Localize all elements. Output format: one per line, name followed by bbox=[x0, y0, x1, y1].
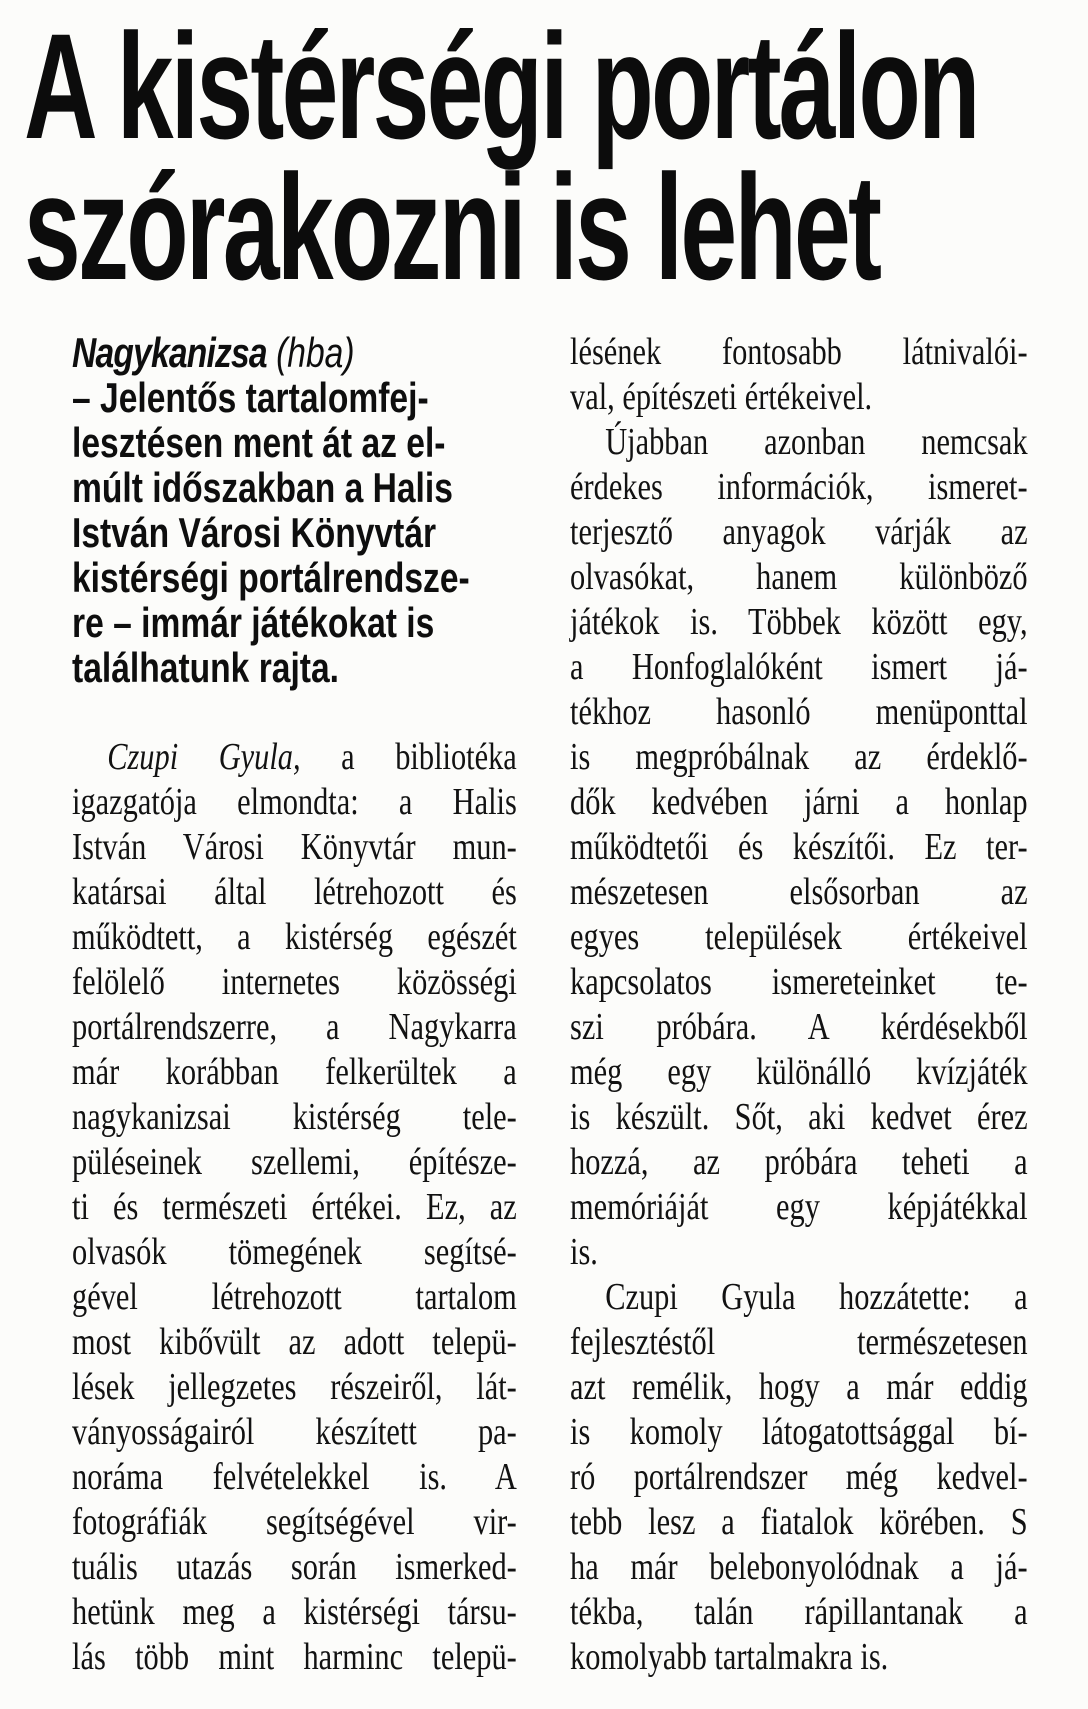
text-line: lás több mint harminc telepü- bbox=[72, 1636, 517, 1678]
text-line: püléseinek szellemi, építésze- bbox=[72, 1141, 517, 1183]
text-line: kapcsolatos ismereteinket te- bbox=[570, 961, 1028, 1003]
paragraph bbox=[570, 330, 1028, 420]
text-line: működtetői és készítői. Ez ter- bbox=[570, 826, 1028, 868]
text-line: is komoly látogatottsággal bí- bbox=[570, 1411, 1028, 1453]
lead-paragraph bbox=[72, 330, 517, 690]
text-line: is megpróbálnak az érdeklő- bbox=[570, 736, 1028, 778]
text-line: játékok is. Többek között egy, bbox=[570, 601, 1028, 643]
lead-line: István Városi Könyvtár bbox=[72, 509, 437, 556]
text-line: működtett, a kistérség egészét bbox=[72, 916, 517, 958]
text-line: is készült. Sőt, aki kedvet érez bbox=[570, 1096, 1028, 1138]
text-line: hetünk meg a kistérségi társu- bbox=[72, 1591, 517, 1633]
text-line: fotográfiák segítségével vir- bbox=[72, 1501, 517, 1543]
text-line: mészetesen elsősorban az bbox=[570, 871, 1028, 913]
headline-line-2: szórakozni is lehet bbox=[24, 143, 880, 311]
text-line: dők kedvében járni a honlap bbox=[570, 781, 1028, 823]
text-line: most kibővült az adott telepü- bbox=[72, 1321, 517, 1363]
text-line: István Városi Könyvtár mun- bbox=[72, 826, 517, 868]
text-line: még egy különálló kvízjáték bbox=[570, 1051, 1028, 1093]
lead-line: – Jelentős tartalomfej- bbox=[72, 374, 429, 421]
article-headline bbox=[24, 2, 1088, 311]
text-line: noráma felvételekkel is. A bbox=[72, 1456, 517, 1498]
lead-line: kistérségi portálrendsze- bbox=[72, 554, 470, 601]
lead-lines bbox=[72, 375, 517, 690]
paragraph bbox=[570, 1275, 1028, 1680]
text-line: Czupi Gyula hozzátette: a bbox=[605, 1276, 1028, 1318]
text-line: katársai által létrehozott és bbox=[72, 871, 517, 913]
paragraph bbox=[72, 735, 517, 1680]
paragraph bbox=[570, 420, 1028, 1275]
text-line: ró portálrendszer még kedvel- bbox=[570, 1456, 1028, 1498]
text-line: lések jellegzetes részeiről, lát- bbox=[72, 1366, 517, 1408]
text-line: a Honfoglalóként ismert já- bbox=[570, 646, 1028, 688]
text-line: tuális utazás során ismerked- bbox=[72, 1546, 517, 1588]
lead-line: múlt időszakban a Halis bbox=[72, 464, 453, 511]
text-line: hozzá, az próbára teheti a bbox=[570, 1141, 1028, 1183]
text-line: egyes települések értékeivel bbox=[570, 916, 1028, 958]
text-line: gével létrehozott tartalom bbox=[72, 1276, 517, 1318]
text-line: tebb lesz a fiatalok körében. S bbox=[570, 1501, 1028, 1543]
text-line: tékhoz hasonló menüponttal bbox=[570, 691, 1028, 733]
lead-line: re – immár játékokat is bbox=[72, 599, 435, 646]
text-line: terjesztő anyagok várják az bbox=[570, 511, 1028, 553]
right-column bbox=[570, 330, 1028, 1680]
text-line: is. bbox=[570, 1231, 598, 1273]
text-line: val, építészeti értékeivel. bbox=[570, 376, 873, 418]
text-line: érdekes információk, ismeret- bbox=[570, 466, 1028, 508]
text-line: ványosságairól készített pa- bbox=[72, 1411, 517, 1453]
text-line: fejlesztéstől természetesen bbox=[570, 1321, 1028, 1363]
text-line: olvasók tömegének segítsé- bbox=[72, 1231, 517, 1273]
lead-line: találhatunk rajta. bbox=[72, 644, 340, 691]
text-line: tékba, talán rápillantanak a bbox=[570, 1591, 1028, 1633]
text-line: memóriáját egy képjátékkal bbox=[570, 1186, 1028, 1228]
left-column-body bbox=[72, 735, 517, 1680]
text-line: Újabban azonban nemcsak bbox=[605, 421, 1028, 463]
lead-line: lesztésen ment át az el- bbox=[72, 419, 446, 466]
dateline-location: Nagykanizsa bbox=[72, 329, 267, 376]
text-line: igazgatója elmondta: a Halis bbox=[72, 781, 517, 823]
text-line: már korábban felkerültek a bbox=[72, 1051, 517, 1093]
text-line: nagykanizsai kistérség tele- bbox=[72, 1096, 517, 1138]
text-line: szi próbára. A kérdésekből bbox=[570, 1006, 1028, 1048]
text-line: azt remélik, hogy a már eddig bbox=[570, 1366, 1028, 1408]
headline-line-1: A kistérségi portálon bbox=[24, 2, 978, 170]
person-name-italic: Czupi Gyula, bbox=[107, 736, 301, 778]
dateline bbox=[72, 330, 517, 375]
text-line: komolyabb tartalmakra is. bbox=[570, 1636, 889, 1678]
dateline-credit: (hba) bbox=[266, 329, 355, 376]
text-line: ha már belebonyolódnak a já- bbox=[570, 1546, 1028, 1588]
text-line: felölelő internetes közösségi bbox=[72, 961, 517, 1003]
text-line: olvasókat, hanem különböző bbox=[570, 556, 1028, 598]
text-line: portálrendszerre, a Nagykarra bbox=[72, 1006, 517, 1048]
left-column bbox=[72, 330, 517, 1680]
text-line: ti és természeti értékei. Ez, az bbox=[72, 1186, 517, 1228]
text-line: lésének fontosabb látnivalói- bbox=[570, 331, 1028, 373]
text-line: Czupi Gyula, a bibliotéka bbox=[107, 736, 517, 778]
